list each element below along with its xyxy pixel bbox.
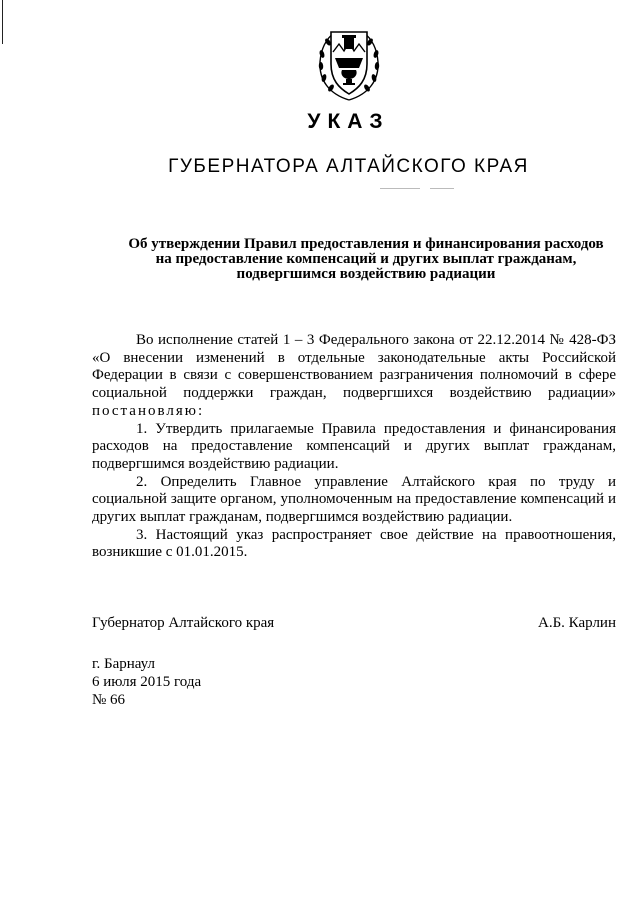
decree-keyword: постановляю:: [92, 402, 205, 419]
issue-city: г. Барнаул: [92, 656, 155, 672]
issue-details: [92, 655, 201, 709]
issue-date: 6 июля 2015 года: [92, 674, 202, 690]
scan-artifact: [380, 188, 420, 189]
document-type-heading: УКАЗ: [307, 110, 390, 133]
issuer-heading: ГУБЕРНАТОРА АЛТАЙСКОГО КРАЯ: [168, 156, 529, 177]
issue-number: № 66: [92, 692, 126, 708]
scan-artifact: [430, 188, 454, 189]
preamble-paragraph: [92, 332, 616, 421]
signatory-name: А.Б. Карлин: [537, 615, 616, 631]
signatory-position: Губернатор Алтайского края: [92, 615, 275, 631]
document-body: [92, 332, 616, 562]
clause-3: 3. Настоящий указ распространяет свое действие на правоотношения, возникшие с 01.01.2015.: [92, 526, 616, 561]
clause-1: 1. Утвердить прилагаемые Правила предоставления и финансирования расходов на предоставление компенсаций и других выплат гражданам, подвергшимся воздействию радиации.: [92, 420, 616, 472]
scan-edge-mark: [2, 0, 3, 44]
signature-line: [92, 615, 616, 632]
clause-2: 2. Определить Главное управление Алтайского края по труду и социальной защите органом, уполномоченным на предоставление компенсаций и других выплат гражданам, подвергшимся воздействию радиации.: [92, 473, 616, 526]
altai-krai-coat-of-arms-icon: [313, 24, 385, 104]
preamble-text: Во исполнение статей 1 – 3 Федерального закона от 22.12.2014 № 428-ФЗ «О внесении изменений в отдельные законодательные акты Российской Федерации в связи с совершенствованием разграничения полномочий в сфере социальной поддержки граждан, подвергшихся воздействию радиации»: [92, 332, 616, 402]
document-title: Об утверждении Правил предоставления и финансирования расходов на предоставление компенсаций и других выплат гражданам, подвергшимся воздействию радиации: [128, 236, 604, 282]
